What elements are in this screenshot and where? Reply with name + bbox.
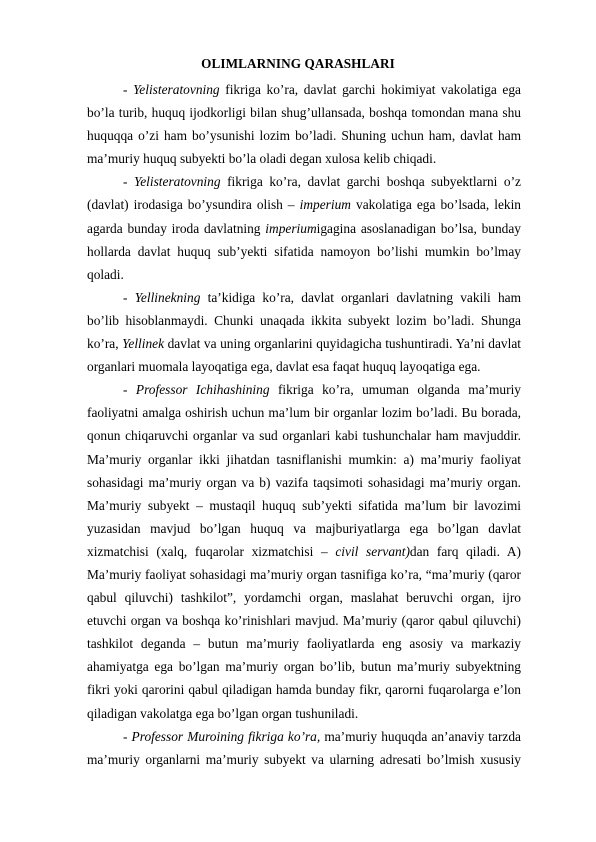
page-title: OLIMLARNING QARASHLARI <box>201 56 395 71</box>
italic-text: imperium <box>299 197 351 213</box>
paragraph-text: fikriga ko’ra, davlat garchi boshqa subyektlarni o’z (davlat) irodasiga bo’ysundira olish – <box>87 174 521 213</box>
italic-text: Professor Muroining fikriga ko’ra, <box>131 728 321 744</box>
italic-text: Yelisteratovning <box>134 174 221 190</box>
paragraph-text: dan farq qiladi. A) Ma’muriy faoliyat sohasidagi ma’muriy organ tasnifiga ko’ra, “ma’muriy (qaror qabul qiluvchi) tashkilot”, yordamchi organ, maslahat beruvchi organ, ijro etuvchi organ va boshqa ko’rinishlari mavjud. Ma’muriy (qaror qabul qiluvchi) tashkilot deganda – butun ma’muriy faoliyatlarda eng asosiy va markaziy ahamiyatga ega bo’lgan ma’muriy organ bo’lib, butun ma’muriy subyektning fikri yoki qarorini qabul qiladigan hamda bunday fikr, qarorni fuqarolarga e’lon qiladigan vakolatga ega bo’lgan organ tushuniladi. <box>87 543 521 721</box>
italic-text: imperium <box>265 220 317 236</box>
paragraph <box>87 78 521 170</box>
paragraph <box>87 725 521 771</box>
paragraph-text: - <box>123 382 136 398</box>
paragraph-text: davlat va uning organlarini quyidagicha tushuntiradi. Ya’ni davlat organlari muomala layoqatiga ega, davlat esa faqat huquq layoqatiga ega. <box>87 336 521 375</box>
italic-text: civil servant) <box>335 543 410 559</box>
paragraph-text: ta’kidiga ko’ra, davlat organlari davlatning vakili ham bo’lib hisoblanmaydi. Chunki unaqada ikkita subyekt lozim bo’ladi. Shunga ko’ra, <box>87 289 521 352</box>
paragraph-text: vakolatiga ega bo’lsada, lekin agarda bunday iroda davlatning <box>87 197 522 236</box>
paragraph-text: fikriga ko’ra, davlat garchi hokimiyat vakolatiga ega bo’la turib, huquq ijodkorligi bilan shug’ullansada, boshqa tomondan mana shu huquqqa o’zi ham bo’ysunishi lozim bo’ladi. Shuning uchun ham, davlat ham ma’muriy huquq subyekti bo’la oladi degan xulosa kelib chiqadi. <box>87 82 522 167</box>
italic-text: Yelisteratovning <box>133 82 220 97</box>
italic-text: Yellinekning <box>134 289 201 305</box>
paragraph-text: - <box>123 728 132 744</box>
document-body <box>87 78 521 771</box>
paragraph <box>87 286 521 378</box>
paragraph <box>87 378 521 724</box>
paragraph-text: - <box>123 289 135 305</box>
paragraph-text: igagina asoslanadigan bo’lsa, bunday hollarda davlat huquq sub’yekti sifatida namoyon bo’lishi mumkin bo’lmay qoladi. <box>87 220 522 282</box>
italic-text: Professor Ichihashining <box>135 382 270 398</box>
paragraph-text: ma’muriy huquqda an’anaviy tarzda ma’muriy organlarni ma’muriy subyekt va ularning adresati bo’lmish xususiy <box>87 728 521 767</box>
paragraph-text: - <box>123 82 134 97</box>
paragraph-text: - <box>123 174 134 190</box>
paragraph-text: fikriga ko’ra, umuman olganda ma’muriy faoliyatni amalga oshirish uchun ma’lum bir organlar lozim bo’ladi. Bu borada, qonun chiqaruvchi organlar va sud organlari kabi tushunchalar ham mavjuddir. Ma’muriy organlar ikki jihatdan tasniflanishi mumkin: a) ma’muriy faoliyat sohasidagi ma’muriy organ va b) vazifa taqsimoti sohasidagi ma’muriy organ. Ma’muriy subyekt – mustaqil huquq sub’yekti sifatida ma’lum bir lavozimi yuzasidan mavjud bo’lgan huquq va majburiyatlarga ega bo’lgan davlat xizmatchisi (xalq, fuqarolar xizmatchisi – <box>87 382 521 559</box>
italic-text: Yellinek <box>122 336 165 352</box>
paragraph <box>87 170 521 285</box>
